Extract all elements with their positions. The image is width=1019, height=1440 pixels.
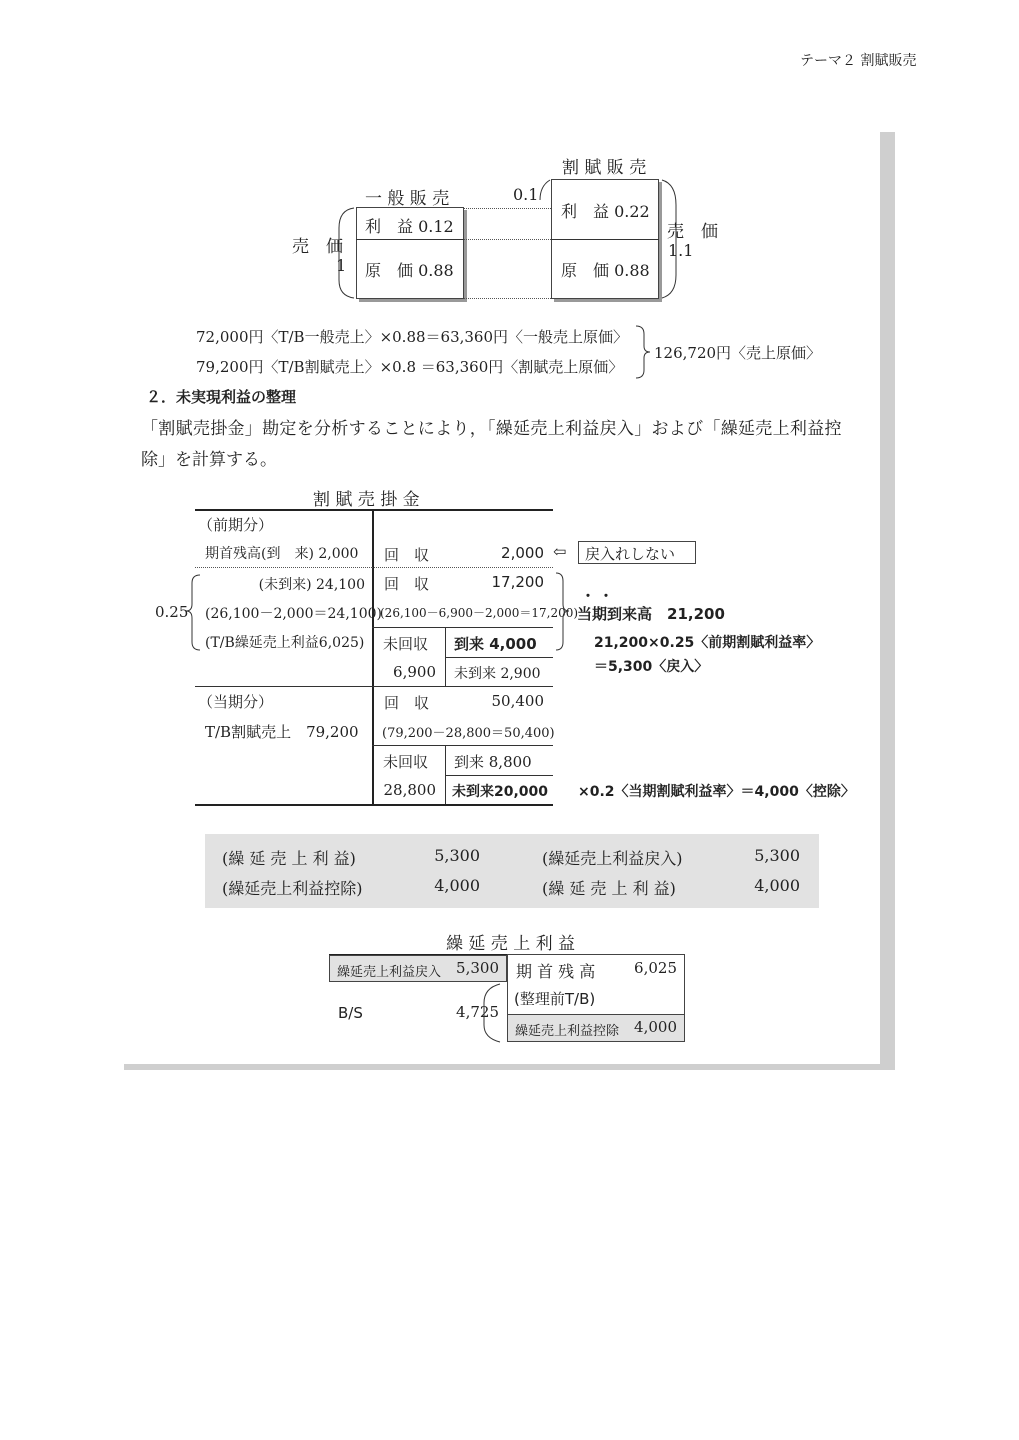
journal-row-2-credit-amount: 4,000 (754, 876, 800, 895)
reversal-result: ＝5,300〈戻入〉 (594, 659, 709, 675)
bs-value: 4,725 (456, 1003, 499, 1021)
sales-right-label: 売 価 (667, 222, 718, 242)
section-heading: ２．未実現利益の整理 (146, 388, 297, 406)
notarrived2: 未到来20,000 (452, 784, 549, 800)
reversal-entry-label: 繰延売上利益戻入 (337, 965, 442, 980)
opening-balance: 期首残高(到 来) 2,000 (205, 546, 359, 562)
installment-profit: 利 益 0.22 (561, 202, 650, 221)
deduction-entry-value: 4,000 (634, 1018, 677, 1036)
sales-left-value: 1 (336, 256, 347, 275)
current-period-label: （当期分） (198, 693, 274, 711)
journal-row-2-debit-amount: 4,000 (434, 876, 480, 895)
collect3-value: 50,400 (491, 692, 544, 710)
unarrived-amount: (未到来) 24,100 (258, 577, 365, 593)
section-paragraph-line1: 「割賦売掛金」勘定を分析することにより，「繰延売上利益戻入」および「繰延売上利益控 (141, 419, 842, 439)
page-header-title: テーマ２ 割賦販売 (800, 53, 917, 69)
unarrived-calc: (26,100－2,000＝24,100) (205, 606, 382, 622)
reversal-entry-value: 5,300 (456, 959, 499, 977)
cost-calc-line1: 72,000円〈T/B一般売上〉×0.88＝63,360円〈一般売上原価〉 (196, 328, 629, 346)
deduction-entry-label: 繰延売上利益控除 (515, 1024, 620, 1039)
bs-label: B/S (338, 1004, 363, 1022)
collect2-value: 17,200 (491, 573, 544, 591)
general-sales-title: 一 般 販 売 (365, 189, 450, 209)
deduction-calc: ×0.2〈当期割賦利益率〉＝4,000〈控除〉 (578, 784, 855, 800)
prior-period-label: （前期分） (198, 516, 274, 534)
journal-row-1-credit: (繰延売上利益戻入) (542, 849, 683, 868)
collect1-value: 2,000 (501, 544, 544, 562)
arrived1: 到来 4,000 (454, 635, 537, 653)
uncollected2-label: 未回収 (383, 753, 429, 771)
collect2-label: 回 収 (384, 575, 430, 593)
reversal-calc: 21,200×0.25〈前期割賦利益率〉 (594, 635, 821, 651)
sales-left-label: 売 価 (292, 237, 343, 257)
pre-adjustment-tb: (整理前T/B) (514, 990, 596, 1008)
collect3-calc: (79,200－28,800＝50,400) (382, 726, 555, 741)
cost-calc-total: 126,720円〈売上原価〉 (654, 344, 822, 362)
collect2-calc: (26,100－6,900－2,000＝17,200) (380, 606, 579, 620)
opening-balance-label: 期 首 残 高 (516, 962, 596, 981)
arrow-icon: ⇦ (553, 542, 567, 561)
journal-row-1-debit: (繰 延 売 上 利 益) (222, 849, 356, 868)
installment-sales-title: 割 賦 販 売 (562, 158, 647, 178)
prior-ratio: 0.25 (155, 603, 189, 621)
uncollected2-value: 28,800 (383, 781, 436, 799)
journal-row-2-debit: (繰延売上利益控除) (222, 879, 363, 898)
no-reversal-text: 戻入れしない (585, 545, 676, 563)
collect1-label: 回 収 (384, 546, 430, 564)
ratio-label: 0.1 (513, 185, 539, 204)
receivable-title: 割 賦 売 掛 金 (313, 490, 420, 510)
section-paragraph-line2: 除」を計算する。 (141, 450, 277, 470)
collect3-label: 回 収 (384, 694, 430, 712)
tb-deferred-profit: (T/B繰延売上利益6,025) (205, 635, 365, 651)
current-arrival: 当期到来高 21,200 (577, 605, 725, 623)
journal-row-1-credit-amount: 5,300 (754, 846, 800, 865)
journal-row-2-credit: (繰 延 売 上 利 益) (542, 879, 676, 898)
general-profit: 利 益 0.12 (365, 217, 454, 236)
arrival-dots: ・・ (581, 589, 617, 605)
arrived2: 到来 8,800 (454, 753, 532, 771)
journal-row-1-debit-amount: 5,300 (434, 846, 480, 865)
tb-installment-sales: T/B割賦売上 79,200 (205, 723, 359, 741)
opening-balance-value: 6,025 (634, 959, 677, 977)
cost-calc-line2: 79,200円〈T/B割賦売上〉×0.8 ＝63,360円〈割賦売上原価〉 (196, 358, 624, 376)
deferred-title: 繰 延 売 上 利 益 (446, 934, 576, 954)
installment-cost: 原 価 0.88 (561, 261, 650, 280)
general-cost: 原 価 0.88 (365, 261, 454, 280)
notarrived1: 未到来 2,900 (454, 666, 541, 682)
sales-right-value: 1.1 (668, 241, 694, 260)
uncollected1-value: 6,900 (393, 663, 436, 681)
uncollected1-label: 未回収 (383, 635, 429, 653)
